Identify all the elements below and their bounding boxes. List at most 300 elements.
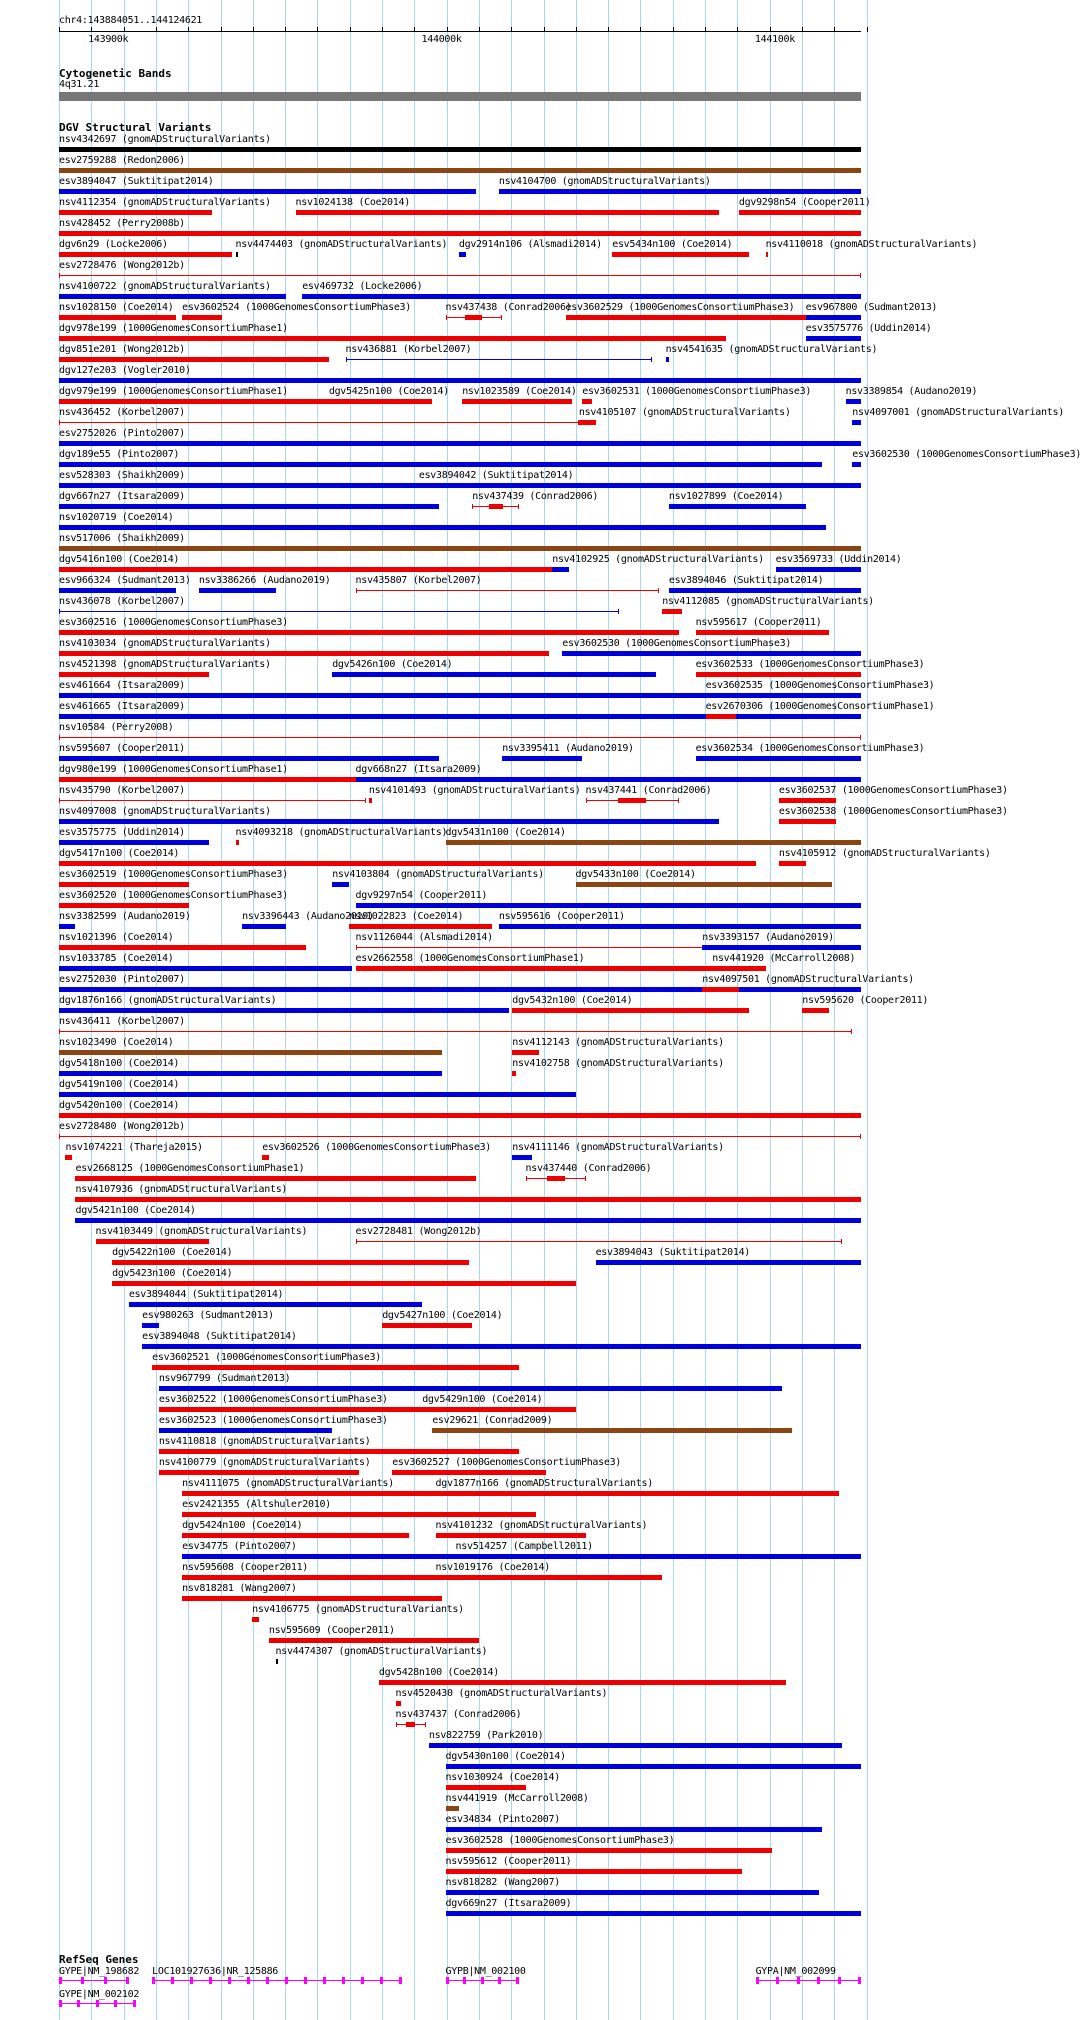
sv-label[interactable]: nsv1074221 (Thareja2015)	[65, 1142, 203, 1153]
sv-bar[interactable]	[566, 315, 813, 320]
sv-bar[interactable]	[369, 798, 372, 803]
sv-bar[interactable]	[779, 861, 806, 866]
sv-label[interactable]: esv461665 (Itsara2009)	[59, 701, 185, 712]
sv-label[interactable]: esv3602535 (1000GenomesConsortiumPhase3)	[705, 680, 935, 691]
sv-bar[interactable]	[436, 1491, 839, 1496]
sv-label[interactable]: dgv5420n100 (Coe2014)	[59, 1100, 180, 1111]
sv-bar[interactable]	[446, 1911, 861, 1916]
sv-bar[interactable]	[59, 168, 861, 173]
sv-label[interactable]: nsv436411 (Korbel2007)	[59, 1016, 185, 1027]
sv-bar[interactable]	[199, 588, 276, 593]
sv-bar[interactable]	[142, 1344, 861, 1349]
sv-bar[interactable]	[59, 546, 861, 551]
sv-bar[interactable]	[552, 567, 569, 572]
sv-label[interactable]: esv3894048 (Suktitipat2014)	[142, 1331, 297, 1342]
sv-bar[interactable]	[332, 882, 349, 887]
sv-label[interactable]: nsv4112085 (gnomADStructuralVariants)	[662, 596, 874, 607]
sv-label[interactable]: dgv5427n100 (Coe2014)	[382, 1310, 503, 1321]
sv-label[interactable]: nsv4101493 (gnomADStructuralVariants)	[368, 785, 581, 796]
sv-label[interactable]: esv3602520 (1000GenomesConsortiumPhase3)	[59, 890, 288, 901]
sv-bar[interactable]	[96, 1239, 209, 1244]
sv-bar[interactable]	[59, 672, 209, 677]
sv-bar[interactable]	[65, 1155, 72, 1160]
sv-bar[interactable]	[59, 861, 756, 866]
sv-bar[interactable]	[499, 924, 861, 929]
sv-label[interactable]: nsv4111075 (gnomADStructuralVariants)	[182, 1478, 394, 1489]
sv-label[interactable]: esv3602522 (1000GenomesConsortiumPhase3)	[158, 1394, 388, 1405]
sv-bar[interactable]	[499, 189, 861, 194]
sv-bar[interactable]	[75, 1218, 861, 1223]
sv-label[interactable]: nsv4107936 (gnomADStructuralVariants)	[75, 1184, 288, 1195]
sv-bar[interactable]	[59, 714, 861, 719]
sv-label[interactable]: nsv595616 (Cooper2011)	[498, 911, 625, 922]
sv-label[interactable]: nsv441920 (McCarroll2008)	[712, 953, 856, 964]
sv-bar[interactable]	[59, 210, 212, 215]
sv-label[interactable]: nsv1023490 (Coe2014)	[59, 1037, 174, 1048]
sv-label[interactable]: nsv1028150 (Coe2014)	[59, 302, 174, 313]
sv-label[interactable]: nsv10584 (Perry2008)	[59, 722, 174, 733]
sv-bar[interactable]	[236, 840, 239, 845]
sv-label[interactable]: nsv967799 (Sudmant2013)	[158, 1373, 291, 1384]
sv-label[interactable]: dgv669n27 (Itsara2009)	[445, 1898, 572, 1909]
sv-bar[interactable]	[512, 1050, 539, 1055]
sv-label[interactable]: nsv4111146 (gnomADStructuralVariants)	[512, 1142, 724, 1153]
sv-label[interactable]: esv3575776 (Uddin2014)	[805, 323, 932, 334]
sv-bar[interactable]	[662, 609, 682, 614]
sv-label[interactable]: nsv4105107 (gnomADStructuralVariants)	[578, 407, 791, 418]
sv-bar[interactable]	[59, 1008, 509, 1013]
sv-label[interactable]: esv2728481 (Wong2012b)	[355, 1226, 482, 1237]
sv-bar[interactable]	[779, 798, 836, 803]
gene-label[interactable]: GYPE|NM_002102	[59, 1989, 140, 2000]
sv-bar[interactable]	[462, 399, 572, 404]
sv-label[interactable]: dgv979e199 (1000GenomesConsortiumPhase1)	[59, 386, 288, 397]
sv-bar[interactable]	[59, 1136, 861, 1137]
sv-label[interactable]: nsv514257 (Campbell2011)	[455, 1541, 593, 1552]
sv-bar[interactable]	[436, 1533, 586, 1538]
sv-label[interactable]: dgv5419n100 (Coe2014)	[59, 1079, 180, 1090]
sv-label[interactable]: dgv5430n100 (Coe2014)	[445, 1751, 566, 1762]
sv-bar[interactable]	[349, 924, 492, 929]
sv-label[interactable]: esv980263 (Sudmant2013)	[142, 1310, 274, 1321]
sv-label[interactable]: dgv5418n100 (Coe2014)	[59, 1058, 180, 1069]
sv-bar[interactable]	[59, 378, 861, 383]
sv-bar[interactable]	[152, 1365, 519, 1370]
sv-label[interactable]: dgv1877n166 (gnomADStructuralVariants)	[435, 1478, 653, 1489]
sv-label[interactable]: nsv4521398 (gnomADStructuralVariants)	[59, 659, 271, 670]
sv-label[interactable]: nsv3395411 (Audano2019)	[502, 743, 634, 754]
sv-bar[interactable]	[59, 882, 189, 887]
sv-bar[interactable]	[436, 1575, 663, 1580]
sv-label[interactable]: nsv441919 (McCarroll2008)	[445, 1793, 589, 1804]
sv-label[interactable]: dgv980e199 (1000GenomesConsortiumPhase1)	[59, 764, 288, 775]
sv-bar[interactable]	[59, 1050, 442, 1055]
sv-bar[interactable]	[422, 1407, 575, 1412]
sv-bar[interactable]	[302, 294, 861, 299]
sv-bar[interactable]	[59, 840, 209, 845]
sv-label[interactable]: nsv4102758 (gnomADStructuralVariants)	[512, 1058, 724, 1069]
sv-label[interactable]: nsv436078 (Korbel2007)	[59, 596, 185, 607]
sv-label[interactable]: dgv5421n100 (Coe2014)	[75, 1205, 196, 1216]
sv-label[interactable]: nsv4103449 (gnomADStructuralVariants)	[95, 1226, 308, 1237]
sv-label[interactable]: nsv4093218 (gnomADStructuralVariants)	[235, 827, 448, 838]
sv-label[interactable]: esv5434n100 (Coe2014)	[612, 239, 733, 250]
sv-bar[interactable]	[182, 1533, 409, 1538]
sv-bar[interactable]	[142, 1323, 159, 1328]
sv-label[interactable]: esv2728476 (Wong2012b)	[59, 260, 185, 271]
sv-bar[interactable]	[576, 882, 833, 887]
sv-bar[interactable]	[75, 1176, 475, 1181]
sv-label[interactable]: nsv4103034 (gnomADStructuralVariants)	[59, 638, 271, 649]
sv-bar[interactable]	[802, 1008, 829, 1013]
sv-label[interactable]: nsv1020719 (Coe2014)	[59, 512, 174, 523]
sv-bar[interactable]	[59, 275, 861, 276]
sv-label[interactable]: nsv1126044 (Alsmadi2014)	[355, 932, 493, 943]
sv-bar[interactable]	[182, 315, 222, 320]
sv-label[interactable]: dgv668n27 (Itsara2009)	[355, 764, 482, 775]
sv-label[interactable]: esv2752026 (Pinto2007)	[59, 428, 185, 439]
sv-label[interactable]: nsv1024138 (Coe2014)	[295, 197, 410, 208]
sv-bar[interactable]	[429, 1743, 842, 1748]
sv-bar[interactable]	[59, 987, 861, 992]
sv-label[interactable]: dgv667n27 (Itsara2009)	[59, 491, 185, 502]
sv-label[interactable]: nsv4104700 (gnomADStructuralVariants)	[498, 176, 711, 187]
sv-label[interactable]: nsv4474307 (gnomADStructuralVariants)	[275, 1646, 488, 1657]
sv-bar[interactable]	[459, 252, 466, 257]
sv-bar[interactable]	[59, 756, 439, 761]
sv-bar[interactable]	[446, 1890, 819, 1895]
sv-bar[interactable]	[112, 1260, 469, 1265]
gene-label[interactable]: LOC101927636|NR_125886	[152, 1966, 279, 1977]
sv-bar[interactable]	[512, 1008, 749, 1013]
sv-bar[interactable]	[59, 252, 232, 257]
sv-bar[interactable]	[59, 441, 861, 446]
sv-label[interactable]: esv3602530 (1000GenomesConsortiumPhase3)	[562, 638, 792, 649]
sv-bar[interactable]	[446, 1869, 743, 1874]
sv-label[interactable]: dgv1876n166 (gnomADStructuralVariants)	[59, 995, 277, 1006]
sv-label[interactable]: dgv2914n106 (Alsmadi2014)	[458, 239, 602, 250]
sv-bar[interactable]	[59, 737, 861, 738]
sv-label[interactable]: nsv595612 (Cooper2011)	[445, 1856, 572, 1867]
sv-label[interactable]: nsv1023589 (Coe2014)	[462, 386, 577, 397]
sv-bar[interactable]	[669, 588, 861, 593]
refseq-track-title[interactable]: RefSeq Genes	[59, 1953, 139, 1966]
sv-bar[interactable]	[59, 504, 439, 509]
sv-label[interactable]: esv3602538 (1000GenomesConsortiumPhase3)	[778, 806, 1008, 817]
gene-label[interactable]: GYPB|NM_002100	[445, 1966, 526, 1977]
sv-bar[interactable]	[182, 1575, 435, 1580]
sv-label[interactable]: dgv5431n100 (Coe2014)	[445, 827, 566, 838]
sv-label[interactable]: nsv1033785 (Coe2014)	[59, 953, 174, 964]
sv-bar[interactable]	[75, 1197, 861, 1202]
sv-label[interactable]: esv3575775 (Uddin2014)	[59, 827, 185, 838]
sv-bar[interactable]	[582, 399, 592, 404]
sv-bar[interactable]	[159, 1407, 422, 1412]
sv-bar[interactable]	[262, 1155, 269, 1160]
sv-label[interactable]: esv3602516 (1000GenomesConsortiumPhase3)	[59, 617, 288, 628]
sv-label[interactable]: esv967800 (Sudmant2013)	[805, 302, 938, 313]
sv-label[interactable]: nsv435790 (Korbel2007)	[59, 785, 185, 796]
sv-label[interactable]: esv3602534 (1000GenomesConsortiumPhase3)	[695, 743, 925, 754]
sv-bar[interactable]	[332, 672, 655, 677]
sv-label[interactable]: esv3602521 (1000GenomesConsortiumPhase3)	[152, 1352, 381, 1363]
sv-label[interactable]: dgv5424n100 (Coe2014)	[182, 1520, 303, 1531]
sv-label[interactable]: nsv435807 (Korbel2007)	[355, 575, 482, 586]
sv-bar[interactable]	[446, 1785, 526, 1790]
sv-bar[interactable]	[356, 1241, 843, 1242]
sv-bar[interactable]	[59, 525, 826, 530]
sv-label[interactable]: nsv4103804 (gnomADStructuralVariants)	[332, 869, 544, 880]
sv-bar[interactable]	[182, 1596, 442, 1601]
sv-label[interactable]: nsv1027899 (Coe2014)	[668, 491, 784, 502]
sv-bar[interactable]	[852, 420, 861, 425]
sv-label[interactable]: nsv437437 (Conrad2006)	[395, 1709, 522, 1720]
sv-bar[interactable]	[329, 399, 432, 404]
sv-label[interactable]: nsv3393157 (Audano2019)	[702, 932, 834, 943]
sv-bar[interactable]	[776, 567, 861, 572]
sv-bar[interactable]	[382, 1323, 472, 1328]
sv-bar[interactable]	[712, 966, 765, 971]
cytoband-bar[interactable]	[59, 92, 861, 101]
sv-label[interactable]: nsv4097501 (gnomADStructuralVariants)	[702, 974, 914, 985]
sv-label[interactable]: nsv4106775 (gnomADStructuralVariants)	[252, 1604, 464, 1615]
sv-bar[interactable]	[59, 357, 329, 362]
sv-label[interactable]: esv3602526 (1000GenomesConsortiumPhase3)	[262, 1142, 492, 1153]
sv-label[interactable]: dgv9298n54 (Cooper2011)	[738, 197, 871, 208]
sv-label[interactable]: nsv4110018 (gnomADStructuralVariants)	[765, 239, 978, 250]
sv-bar[interactable]	[59, 611, 619, 612]
sv-label[interactable]: nsv517006 (Shaikh2009)	[59, 533, 185, 544]
sv-label[interactable]: dgv5429n100 (Coe2014)	[422, 1394, 543, 1405]
sv-bar[interactable]	[356, 777, 861, 782]
sv-bar[interactable]	[59, 462, 822, 467]
sv-bar[interactable]	[269, 1638, 479, 1643]
sv-bar[interactable]	[846, 399, 861, 404]
sv-bar[interactable]	[852, 462, 861, 467]
sv-label[interactable]: nsv4541635 (gnomADStructuralVariants)	[665, 344, 878, 355]
sv-bar[interactable]	[276, 1659, 279, 1664]
sv-label[interactable]: esv3602531 (1000GenomesConsortiumPhase3)	[582, 386, 812, 397]
sv-label[interactable]: nsv4474403 (gnomADStructuralVariants)	[235, 239, 448, 250]
sv-bar[interactable]	[59, 966, 352, 971]
sv-label[interactable]: nsv4100722 (gnomADStructuralVariants)	[59, 281, 271, 292]
sv-label[interactable]: nsv595608 (Cooper2011)	[182, 1562, 309, 1573]
gene-label[interactable]: GYPE|NM_198682	[59, 1966, 140, 1977]
sv-bar[interactable]	[356, 966, 713, 971]
sv-bar[interactable]	[59, 588, 176, 593]
sv-label[interactable]: nsv4097008 (gnomADStructuralVariants)	[59, 806, 271, 817]
sv-bar[interactable]	[159, 1449, 519, 1454]
sv-bar[interactable]	[59, 189, 476, 194]
sv-label[interactable]: esv528303 (Shaikh2009)	[59, 470, 185, 481]
sv-bar[interactable]	[446, 840, 861, 845]
sv-label[interactable]: nsv822759 (Park2010)	[428, 1730, 544, 1741]
sv-bar[interactable]	[446, 1806, 459, 1811]
sv-bar[interactable]	[346, 359, 653, 360]
sv-label[interactable]: nsv4100779 (gnomADStructuralVariants)	[158, 1457, 371, 1468]
sv-bar[interactable]	[159, 1470, 359, 1475]
sv-label[interactable]: esv3602533 (1000GenomesConsortiumPhase3)	[695, 659, 925, 670]
sv-label[interactable]: esv3894044 (Suktitipat2014)	[128, 1289, 284, 1300]
gene-intron-line[interactable]	[756, 1980, 861, 1981]
sv-bar[interactable]	[59, 147, 861, 152]
sv-bar[interactable]	[562, 651, 861, 656]
sv-label[interactable]: nsv595609 (Cooper2011)	[268, 1625, 395, 1636]
sv-label[interactable]: nsv3389854 (Audano2019)	[845, 386, 978, 397]
sv-label[interactable]: dgv5417n100 (Coe2014)	[59, 848, 180, 859]
sv-bar[interactable]	[356, 590, 659, 591]
sv-label[interactable]: dgv189e55 (Pinto2007)	[59, 449, 180, 460]
sv-bar[interactable]	[596, 1260, 861, 1265]
sv-label[interactable]: nsv428452 (Perry2008b)	[59, 218, 185, 229]
sv-bar[interactable]	[696, 672, 861, 677]
sv-label[interactable]: nsv4097001 (gnomADStructuralVariants)	[852, 407, 1064, 418]
sv-bar[interactable]	[252, 1617, 259, 1622]
sv-bar[interactable]	[502, 756, 582, 761]
sv-label[interactable]: dgv127e203 (Vogler2010)	[59, 365, 191, 376]
sv-bar[interactable]	[59, 903, 189, 908]
dgv-track-title[interactable]: DGV Structural Variants	[59, 121, 212, 134]
sv-bar[interactable]	[806, 336, 861, 341]
sv-bar[interactable]	[296, 210, 719, 215]
sv-bar[interactable]	[356, 903, 861, 908]
sv-bar[interactable]	[59, 422, 579, 423]
sv-label[interactable]: esv3602529 (1000GenomesConsortiumPhase3)	[565, 302, 795, 313]
sv-label[interactable]: dgv5425n100 (Coe2014)	[328, 386, 449, 397]
sv-bar[interactable]	[702, 987, 739, 992]
sv-label[interactable]: nsv4105912 (gnomADStructuralVariants)	[778, 848, 991, 859]
sv-bar[interactable]	[112, 1281, 575, 1286]
sv-label[interactable]: esv3602530 (1000GenomesConsortiumPhase3)	[852, 449, 1081, 460]
gene-label[interactable]: GYPA|NM_002099	[755, 1966, 836, 1977]
sv-label[interactable]: nsv4101232 (gnomADStructuralVariants)	[435, 1520, 648, 1531]
sv-label[interactable]: nsv437439 (Conrad2006)	[472, 491, 599, 502]
sv-label[interactable]: esv2759288 (Redon2006)	[59, 155, 185, 166]
sv-bar[interactable]	[666, 357, 669, 362]
sv-label[interactable]: esv2670306 (1000GenomesConsortiumPhase1)	[705, 701, 935, 712]
sv-bar[interactable]	[129, 1302, 422, 1307]
sv-label[interactable]: esv2662558 (1000GenomesConsortiumPhase1)	[355, 953, 585, 964]
sv-label[interactable]: esv3602519 (1000GenomesConsortiumPhase3)	[59, 869, 288, 880]
sv-label[interactable]: nsv436452 (Korbel2007)	[59, 407, 185, 418]
sv-bar[interactable]	[59, 336, 726, 341]
sv-bar[interactable]	[739, 210, 861, 215]
sv-label[interactable]: nsv437440 (Conrad2006)	[525, 1163, 652, 1174]
sv-label[interactable]: nsv1021396 (Coe2014)	[59, 932, 174, 943]
sv-bar[interactable]	[396, 1701, 401, 1706]
sv-bar[interactable]	[59, 399, 329, 404]
sv-bar[interactable]	[59, 315, 176, 320]
sv-bar[interactable]	[706, 714, 736, 719]
sv-label[interactable]: esv3602527 (1000GenomesConsortiumPhase3)	[392, 1457, 622, 1468]
sv-label[interactable]: dgv5432n100 (Coe2014)	[512, 995, 633, 1006]
sv-bar[interactable]	[779, 819, 836, 824]
sv-label[interactable]: dgv851e201 (Wong2012b)	[59, 344, 185, 355]
sv-label[interactable]: nsv437438 (Conrad2006)	[445, 302, 572, 313]
sv-label[interactable]: dgv5416n100 (Coe2014)	[59, 554, 180, 565]
sv-bar[interactable]	[182, 1512, 535, 1517]
sv-bar[interactable]	[806, 315, 861, 320]
sv-bar[interactable]	[696, 756, 861, 761]
sv-label[interactable]: esv3602537 (1000GenomesConsortiumPhase3)	[778, 785, 1008, 796]
sv-label[interactable]: esv2728480 (Wong2012b)	[59, 1121, 185, 1132]
sv-label[interactable]: nsv595620 (Cooper2011)	[802, 995, 929, 1006]
sv-bar[interactable]	[59, 630, 679, 635]
sv-bar[interactable]	[59, 819, 719, 824]
sv-label[interactable]: dgv978e199 (1000GenomesConsortiumPhase1)	[59, 323, 288, 334]
sv-label[interactable]: nsv4102925 (gnomADStructuralVariants)	[552, 554, 764, 565]
sv-bar[interactable]	[59, 1031, 852, 1032]
sv-bar[interactable]	[612, 252, 749, 257]
sv-label[interactable]: dgv5422n100 (Coe2014)	[112, 1247, 233, 1258]
sv-label[interactable]: dgv5423n100 (Coe2014)	[112, 1268, 233, 1279]
sv-label[interactable]: nsv818282 (Wang2007)	[445, 1877, 560, 1888]
sv-label[interactable]: nsv595617 (Cooper2011)	[695, 617, 822, 628]
sv-label[interactable]: nsv818281 (Wang2007)	[182, 1583, 297, 1594]
sv-label[interactable]: nsv4112354 (gnomADStructuralVariants)	[59, 197, 271, 208]
sv-bar[interactable]	[59, 800, 366, 801]
sv-label[interactable]: esv3569733 (Uddin2014)	[775, 554, 902, 565]
sv-bar[interactable]	[419, 483, 861, 488]
sv-bar[interactable]	[766, 252, 769, 257]
sv-label[interactable]: nsv3382599 (Audano2019)	[59, 911, 191, 922]
sv-bar[interactable]	[59, 693, 729, 698]
sv-bar[interactable]	[59, 294, 286, 299]
sv-label[interactable]: esv3602528 (1000GenomesConsortiumPhase3)	[445, 1835, 675, 1846]
sv-bar[interactable]	[512, 1071, 515, 1076]
sv-bar[interactable]	[696, 630, 829, 635]
sv-label[interactable]: esv469732 (Locke2006)	[302, 281, 423, 292]
sv-label[interactable]: esv34834 (Pinto2007)	[445, 1814, 560, 1825]
sv-bar[interactable]	[59, 651, 549, 656]
sv-bar[interactable]	[702, 945, 861, 950]
sv-bar[interactable]	[182, 1491, 435, 1496]
sv-bar[interactable]	[159, 1386, 782, 1391]
sv-bar[interactable]	[706, 693, 861, 698]
sv-label[interactable]: dgv9297n54 (Cooper2011)	[355, 890, 488, 901]
sv-label[interactable]: dgv5433n100 (Coe2014)	[575, 869, 696, 880]
sv-bar[interactable]	[236, 252, 239, 257]
sv-label[interactable]: nsv437441 (Conrad2006)	[585, 785, 712, 796]
sv-bar[interactable]	[59, 483, 419, 488]
sv-label[interactable]: nsv4110818 (gnomADStructuralVariants)	[158, 1436, 371, 1447]
sv-label[interactable]: esv3894047 (Suktitipat2014)	[59, 176, 214, 187]
sv-bar[interactable]	[159, 1428, 332, 1433]
sv-label[interactable]: nsv3386266 (Audano2019)	[198, 575, 331, 586]
sv-label[interactable]: dgv6n29 (Locke2006)	[59, 239, 168, 250]
sv-label[interactable]: esv3894042 (Suktitipat2014)	[418, 470, 574, 481]
sv-label[interactable]: nsv1022823 (Coe2014)	[348, 911, 464, 922]
sv-bar[interactable]	[59, 1092, 576, 1097]
sv-label[interactable]: esv29621 (Conrad2009)	[432, 1415, 553, 1426]
sv-bar[interactable]	[446, 1827, 823, 1832]
sv-label[interactable]: esv34775 (Pinto2007)	[182, 1541, 297, 1552]
sv-label[interactable]: esv3602524 (1000GenomesConsortiumPhase3)	[182, 302, 411, 313]
sv-label[interactable]: nsv4112143 (gnomADStructuralVariants)	[512, 1037, 724, 1048]
sv-label[interactable]: dgv5428n100 (Coe2014)	[378, 1667, 499, 1678]
sv-label[interactable]: esv2421355 (Altshuler2010)	[182, 1499, 331, 1510]
sv-bar[interactable]	[242, 924, 285, 929]
sv-label[interactable]: nsv436881 (Korbel2007)	[345, 344, 472, 355]
gene-intron-line[interactable]	[59, 1980, 129, 1981]
sv-label[interactable]: nsv4342697 (gnomADStructuralVariants)	[59, 134, 271, 145]
sv-label[interactable]: dgv5426n100 (Coe2014)	[332, 659, 453, 670]
sv-bar[interactable]	[446, 1848, 773, 1853]
sv-label[interactable]: esv461664 (Itsara2009)	[59, 680, 185, 691]
sv-bar[interactable]	[456, 1554, 843, 1559]
sv-bar[interactable]	[392, 1470, 545, 1475]
sv-bar[interactable]	[59, 567, 552, 572]
